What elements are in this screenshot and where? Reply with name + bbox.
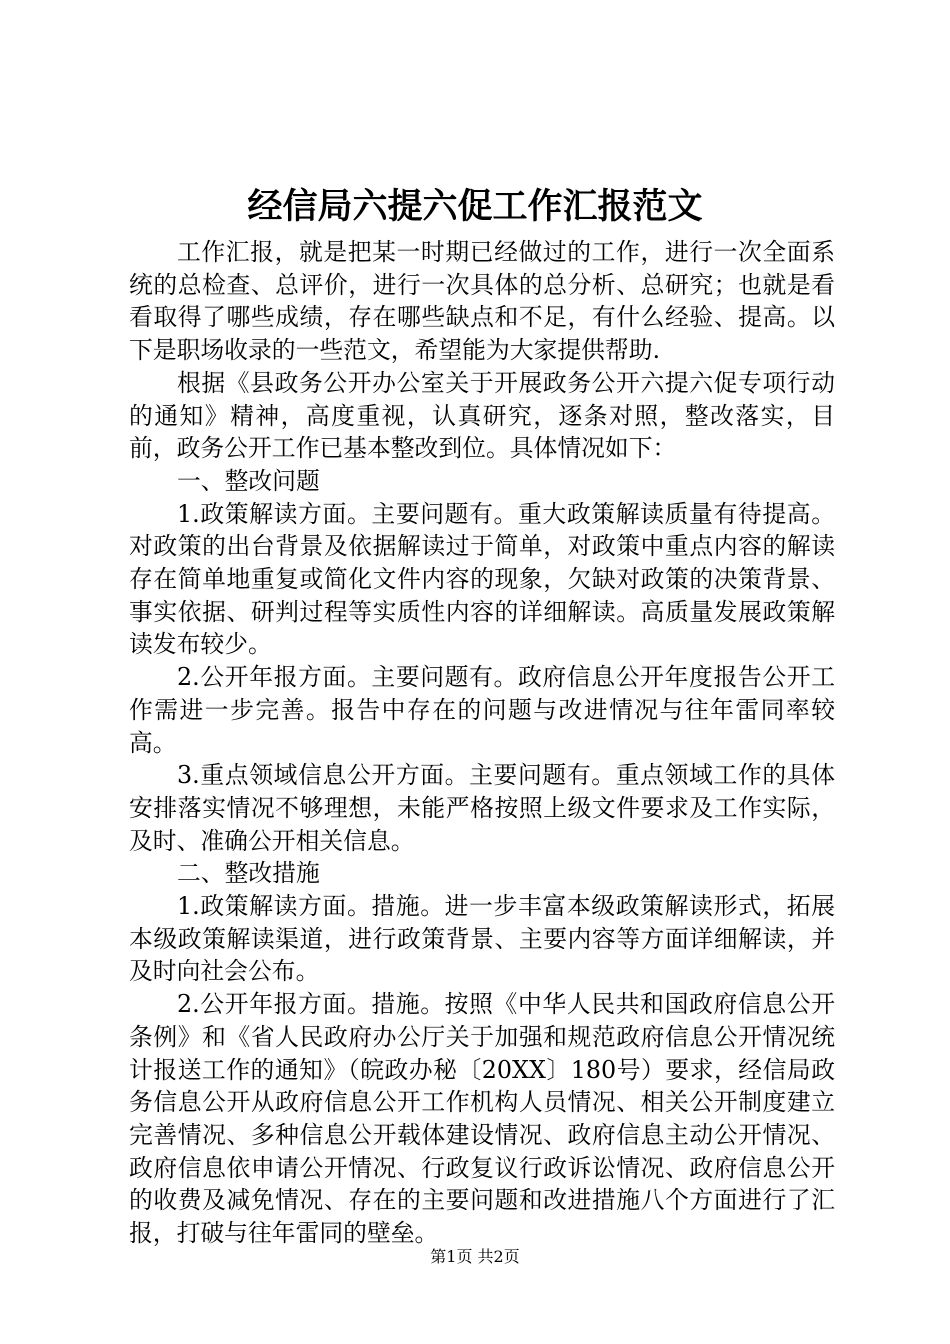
paragraph-measure-policy: 1.政策解读方面。措施。进一步丰富本级政策解读形式，拓展本级政策解读渠道，进行政策背景、主要内容等方面详细解读，并及时向社会公布。 [129, 892, 835, 986]
paragraph-measure-annual-report: 2.公开年报方面。措施。按照《中华人民共和国政府信息公开条例》和《省人民政府办公厅关于加强和规范政府信息公开情况统计报送工作的通知》（皖政办秘〔20XX〕180号）要求，经信局政务信息公开从政府信息公开工作机构人员情况、相关公开制度建立完善情况、多种信息公开载体建设情况、政府信息主动公开情况、政府信息依申请公开情况、行政复议行政诉讼情况、政府信息公开的收费及减免情况、存在的主要问题和改进措施八个方面进行了汇报，打破与往年雷同的壁垒。 [129, 990, 835, 1248]
paragraph-problem-policy: 1.政策解读方面。主要问题有。重大政策解读质量有待提高。对政策的出台背景及依据解读过于简单，对政策中重点内容的解读存在简单地重复或简化文件内容的现象，欠缺对政策的决策背景、事实依据、研判过程等实质性内容的详细解读。高质量发展政策解读发布较少。 [129, 499, 835, 659]
document-body [129, 236, 835, 1250]
paragraph-problem-key-areas: 3.重点领域信息公开方面。主要问题有。重点领域工作的具体安排落实情况不够理想，未能严格按照上级文件要求及工作实际，及时、准确公开相关信息。 [129, 761, 835, 855]
paragraph-background: 根据《县政务公开办公室关于开展政务公开六提六促专项行动的通知》精神，高度重视，认真研究，逐条对照，整改落实，目前，政务公开工作已基本整改到位。具体情况如下： [129, 368, 835, 463]
document-title: 经信局六提六促工作汇报范文 [247, 186, 703, 227]
page-footer: 第1页 共2页 [430, 1247, 520, 1266]
paragraph-problem-annual-report: 2.公开年报方面。主要问题有。政府信息公开年度报告公开工作需进一步完善。报告中存在的问题与改进情况与往年雷同率较高。 [129, 663, 835, 757]
section-heading-measures: 二、整改措施 [177, 859, 320, 888]
paragraph-intro: 工作汇报，就是把某一时期已经做过的工作，进行一次全面系统的总检查、总评价，进行一次具体的总分析、总研究；也就是看看取得了哪些成绩，存在哪些缺点和不足，有什么经验、提高。以下是职场收录的一些范文，希望能为大家提供帮助. [129, 238, 835, 365]
section-heading-problems: 一、整改问题 [177, 466, 320, 495]
